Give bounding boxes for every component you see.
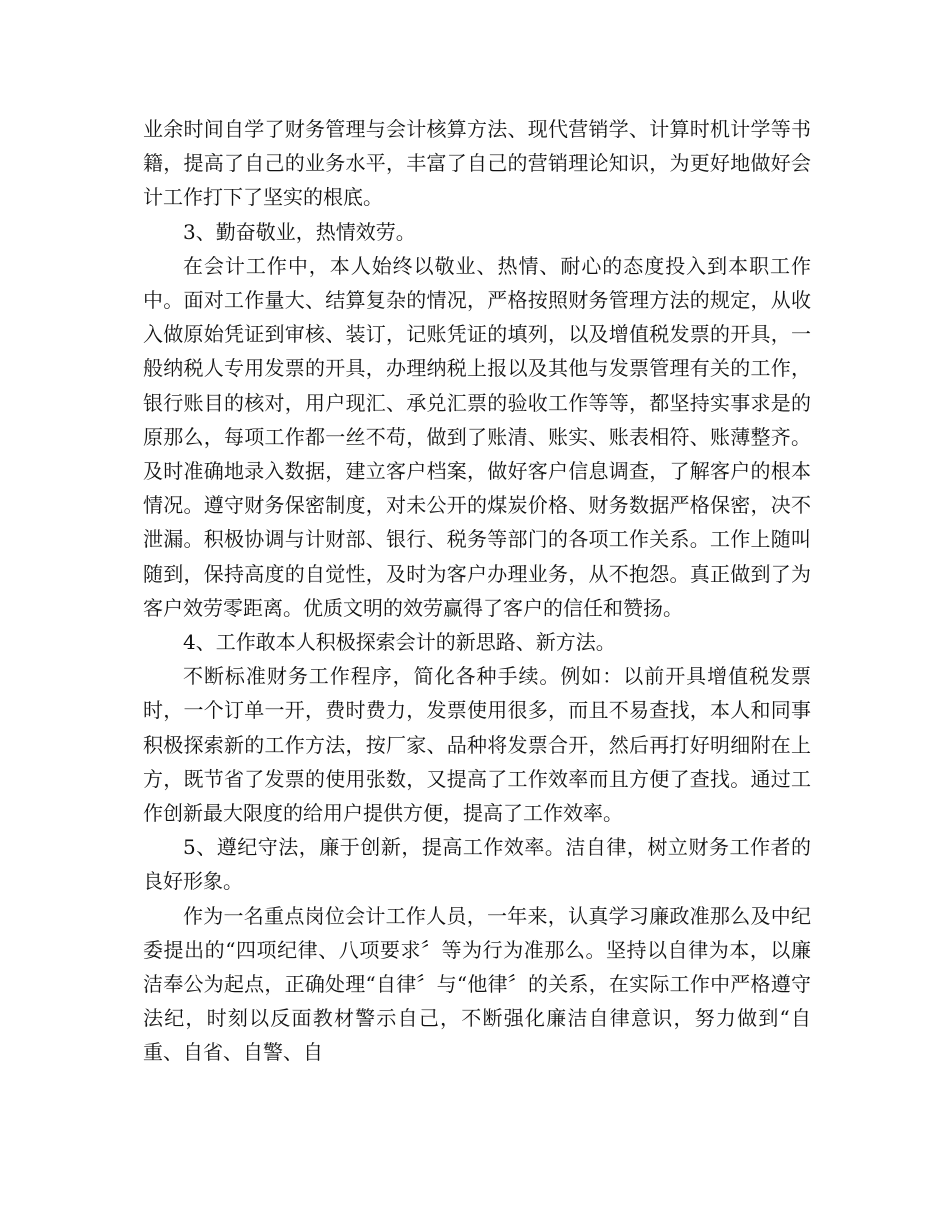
paragraph-2-heading: 3、勤奋敬业，热情效劳。 [183,219,416,244]
paragraph-3: 在会计工作中，本人始终以敬业、热情、耐心的态度投入到本职工作中。面对工作量大、结算复杂的情况，严格按照财务管理方法的规定，从收入做原始凭证到审核、装订，记账凭证的填列，以及增值税发票的开具，一般纳税人专用发票的开具，办理纳税上报以及其他与发票管理有关的工作，银行账目的核对，用户现汇、承兑汇票的验收工作等等，都坚持实事求是的原那么，每项工作都一丝不苟，做到了账清、账实、账表相符、账薄整齐。及时准确地录入数据，建立客户档案，做好客户信息调查，了解客户的根本情况。遵守财务保密制度，对未公开的煤炭价格、财务数据严格保密，决不泄漏。积极协调与计财部、银行、税务等部门的各项工作关系。工作上随叫随到，保持高度的自觉性，及时为客户办理业务，从不抱怨。真正做到了为客户效劳零距离。优质文明的效劳赢得了客户的信任和赞扬。 [143,253,811,620]
paragraph-6-heading: 5、遵纪守法，廉于创新，提高工作效率。洁自律，树立财务工作者的良好形象。 [143,835,811,894]
paragraph-7: 作为一名重点岗位会计工作人员，一年来，认真学习廉政准那么及中纪委提出的“四项纪律、八项要求〞等为行为准那么。坚持以自律为本，以廉洁奉公为起点，正确处理“自律〞与“他律〞的关系，在实际工作中严格遵守法纪，时刻以反面教材警示自己，不断强化廉洁自律意识，努力做到“自重、自省、自警、自 [143,903,811,1065]
document-body [143,112,811,1070]
paragraph-4-heading: 4、工作敢本人积极探索会计的新思路、新方法。 [183,630,616,655]
paragraph-5: 不断标准财务工作程序，简化各种手续。例如：以前开具增值税发票时，一个订单一开，费时费力，发票使用很多，而且不易查找，本人和同事积极探索新的工作方法，按厂家、品种将发票合开，然后再打好明细附在上方，既节省了发票的使用张数，又提高了工作效率而且方便了查找。通过工作创新最大限度的给用户提供方便，提高了工作效率。 [143,664,811,826]
paragraph-1: 业余时间自学了财务管理与会计核算方法、现代营销学、计算时机计学等书籍，提高了自己的业务水平，丰富了自己的营销理论知识，为更好地做好会计工作打下了坚实的根底。 [143,117,811,210]
